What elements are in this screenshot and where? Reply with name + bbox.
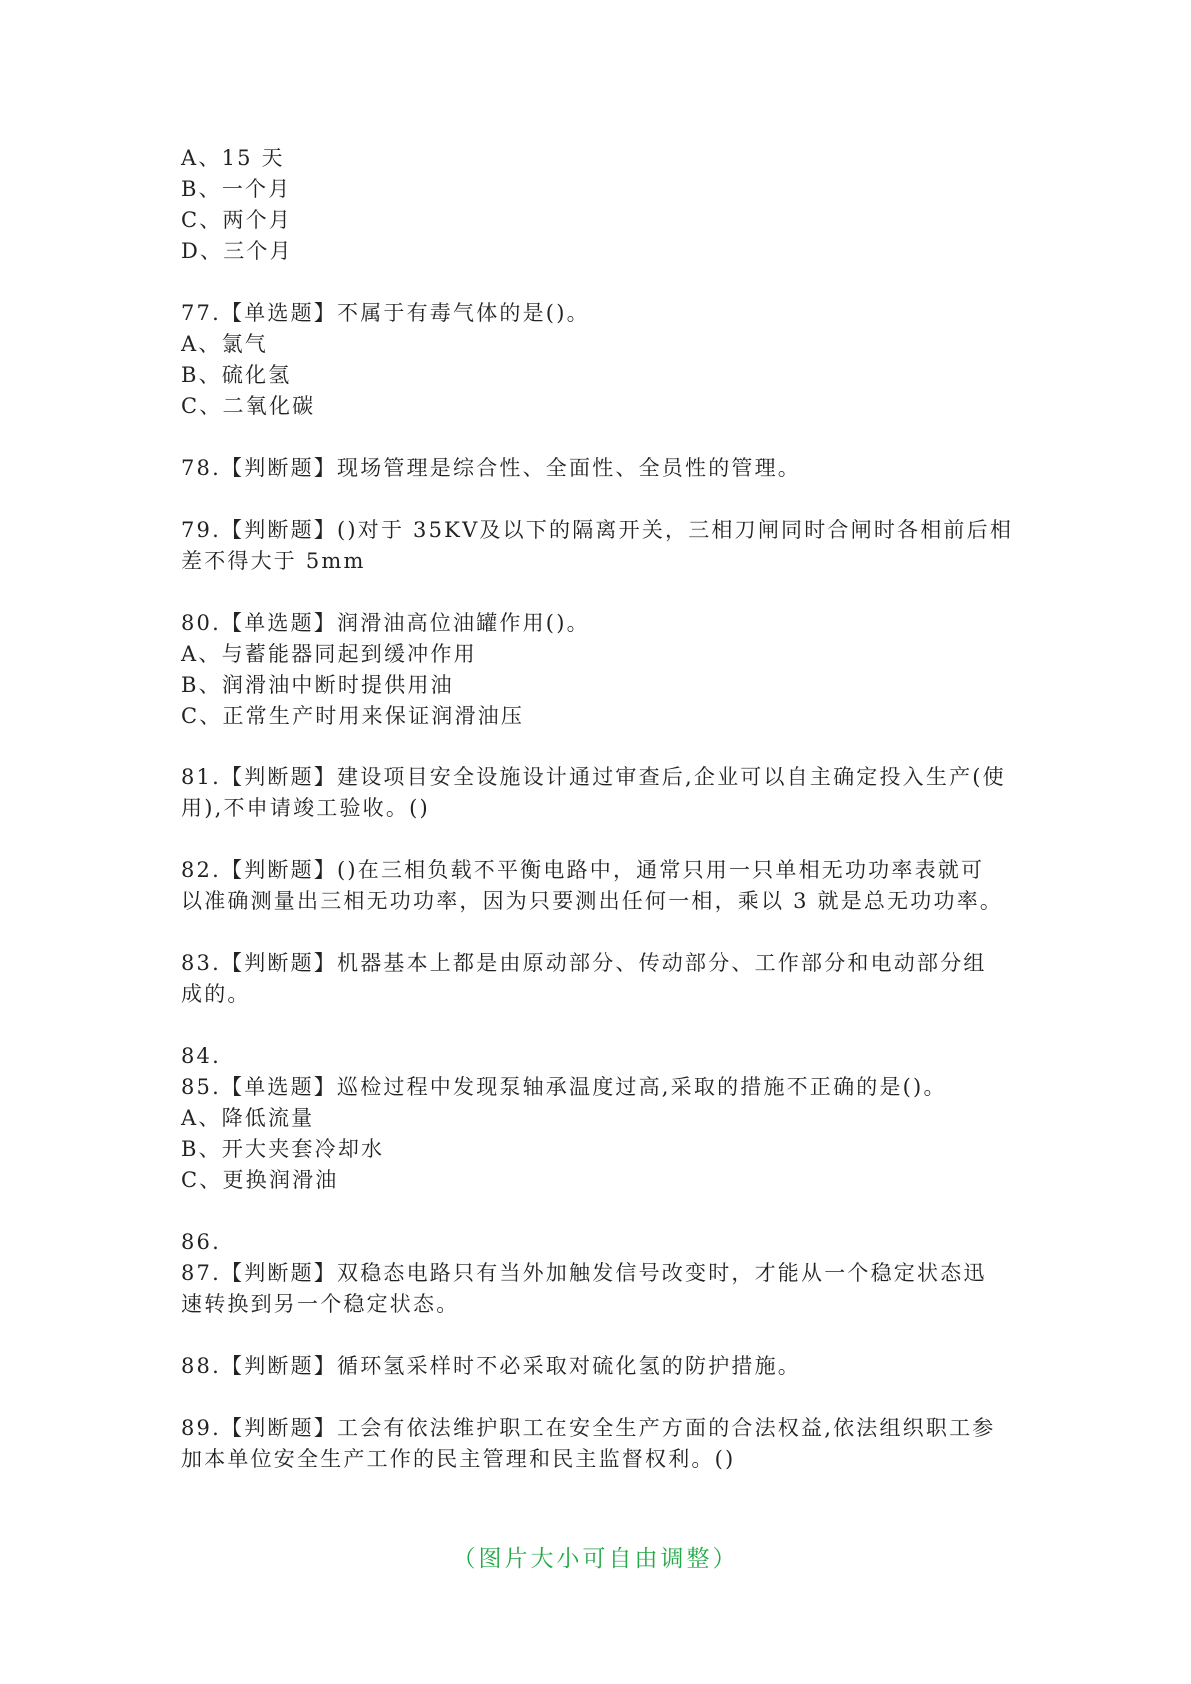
q79-stem-line2: 差不得大于 5mm xyxy=(181,549,366,573)
q76-option-d: D、三个月 xyxy=(181,239,293,263)
q82-stem-line2: 以准确测量出三相无功功率，因为只要测出任何一相，乘以 3 就是总无功功率。 xyxy=(181,889,1004,913)
q80-option-b: B、润滑油中断时提供用油 xyxy=(181,673,454,697)
q80-stem: 80.【单选题】润滑油高位油罐作用()。 xyxy=(181,611,590,635)
q79-stem-line1: 79.【判断题】()对于 35KV及以下的隔离开关，三相刀闸同时合闸时各相前后相 xyxy=(181,518,1014,542)
q85-stem: 85.【单选题】巡检过程中发现泵轴承温度过高,采取的措施不正确的是()。 xyxy=(181,1075,947,1099)
q85-option-a: A、降低流量 xyxy=(181,1106,315,1130)
q77-option-b: B、硫化氢 xyxy=(181,363,292,387)
q76-option-c: C、两个月 xyxy=(181,208,293,232)
q81-stem-line2: 用),不申请竣工验收。() xyxy=(181,796,430,820)
q77-option-a: A、氯气 xyxy=(181,332,268,356)
q82-stem-line1: 82.【判断题】()在三相负载不平衡电路中，通常只用一只单相无功功率表就可 xyxy=(181,858,985,882)
q76-option-b: B、一个月 xyxy=(181,177,292,201)
q85-option-b: B、开大夹套冷却水 xyxy=(181,1137,385,1161)
q80-option-a: A、与蓄能器同起到缓冲作用 xyxy=(181,642,477,666)
q84-stem: 84. xyxy=(181,1044,221,1068)
q80-option-c: C、正常生产时用来保证润滑油压 xyxy=(181,704,525,728)
q76-option-a: A、15 天 xyxy=(181,146,285,170)
q77-stem: 77.【单选题】不属于有毒气体的是()。 xyxy=(181,301,590,325)
q77-option-c: C、二氧化碳 xyxy=(181,394,316,418)
q85-option-c: C、更换润滑油 xyxy=(181,1168,339,1192)
q78-stem: 78.【判断题】现场管理是综合性、全面性、全员性的管理。 xyxy=(181,456,801,480)
q87-stem-line2: 速转换到另一个稳定状态。 xyxy=(181,1292,460,1316)
q86-stem: 86. xyxy=(181,1230,221,1254)
image-resize-caption: （图片大小可自由调整） xyxy=(452,1546,739,1572)
q83-stem-line2: 成的。 xyxy=(181,982,251,1006)
q87-stem-line1: 87.【判断题】双稳态电路只有当外加触发信号改变时，才能从一个稳定状态迅 xyxy=(181,1261,987,1285)
q88-stem: 88.【判断题】循环氢采样时不必采取对硫化氢的防护措施。 xyxy=(181,1354,801,1378)
q83-stem-line1: 83.【判断题】机器基本上都是由原动部分、传动部分、工作部分和电动部分组 xyxy=(181,951,987,975)
q89-stem-line1: 89.【判断题】工会有依法维护职工在安全生产方面的合法权益,依法组织职工参 xyxy=(181,1416,996,1440)
q81-stem-line1: 81.【判断题】建设项目安全设施设计通过审查后,企业可以自主确定投入生产(使 xyxy=(181,765,1006,789)
q89-stem-line2: 加本单位安全生产工作的民主管理和民主监督权利。() xyxy=(181,1447,736,1471)
